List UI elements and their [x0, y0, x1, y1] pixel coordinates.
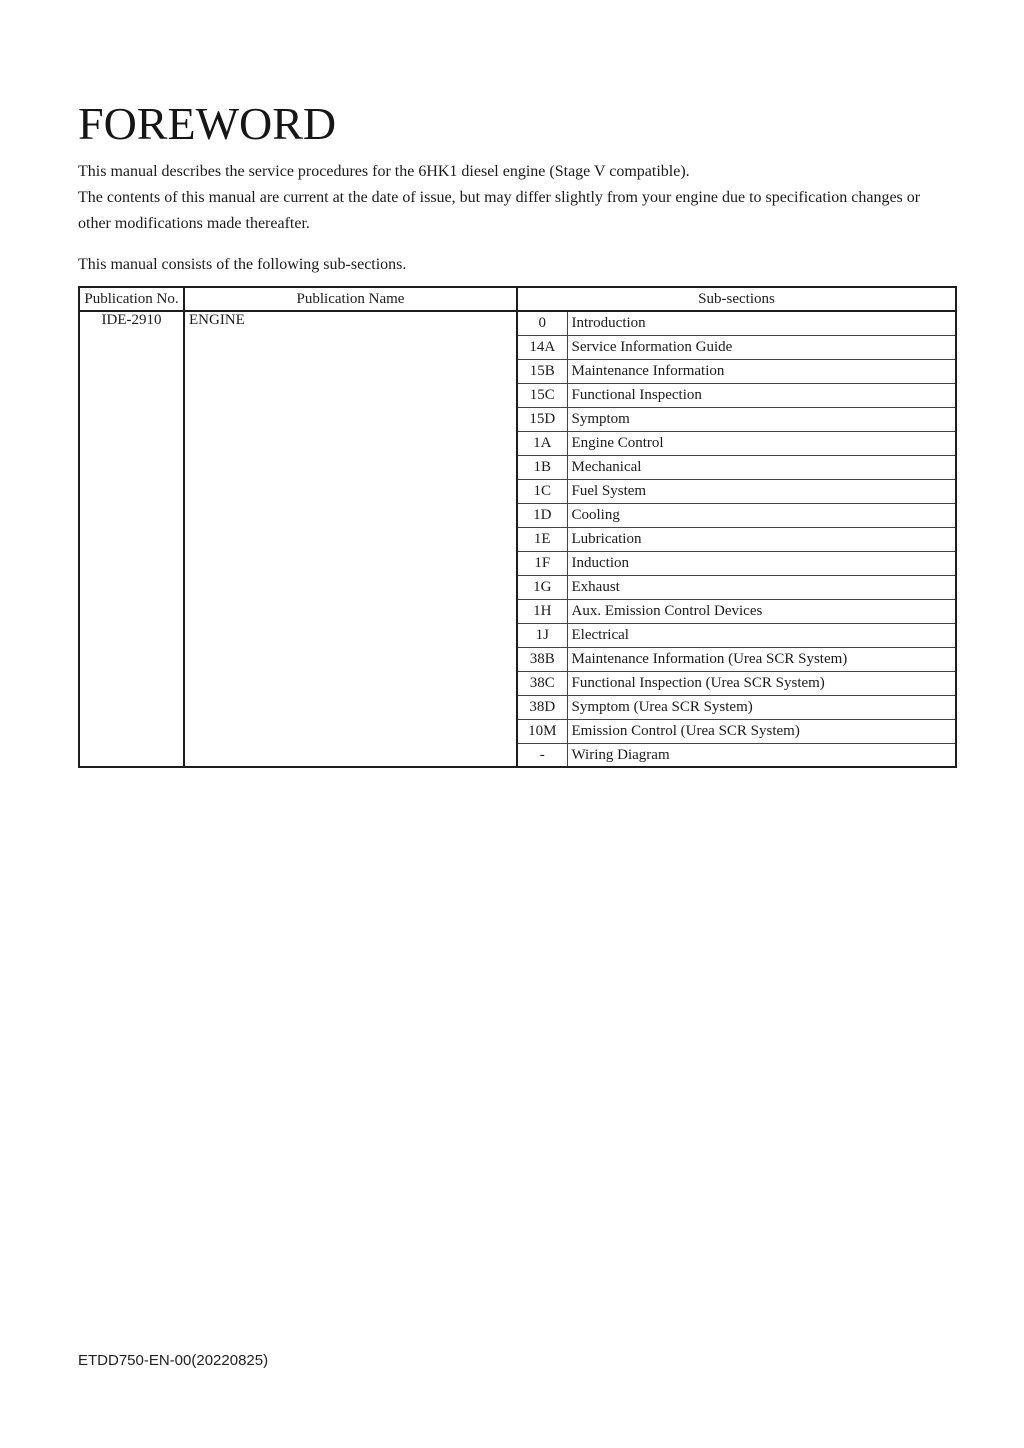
publication-table: [78, 286, 957, 768]
subsection-code: 1H: [517, 599, 567, 623]
subsection-code: 1D: [517, 503, 567, 527]
subsection-name: Cooling: [567, 503, 956, 527]
subsection-name: Service Information Guide: [567, 335, 956, 359]
subsection-name: Engine Control: [567, 431, 956, 455]
subsection-name: Mechanical: [567, 455, 956, 479]
subsection-name: Electrical: [567, 623, 956, 647]
subsection-name: Introduction: [567, 311, 956, 335]
header-publication-no: Publication No.: [79, 287, 184, 311]
subsection-name: Aux. Emission Control Devices: [567, 599, 956, 623]
subsection-name: Lubrication: [567, 527, 956, 551]
subsection-code: 0: [517, 311, 567, 335]
subsection-code: 38B: [517, 647, 567, 671]
subsection-code: 1F: [517, 551, 567, 575]
intro-line-1: This manual describes the service procedures for the 6HK1 diesel engine (Stage V compatible).: [78, 163, 690, 181]
publication-name-value: ENGINE: [184, 311, 517, 767]
header-publication-name: Publication Name: [184, 287, 517, 311]
subsection-name: Emission Control (Urea SCR System): [567, 719, 956, 743]
subsection-name: Functional Inspection: [567, 383, 956, 407]
subsection-name: Induction: [567, 551, 956, 575]
subsection-name: Symptom: [567, 407, 956, 431]
publication-no-value: IDE-2910: [79, 311, 184, 767]
subsection-code: -: [517, 743, 567, 767]
subsection-code: 15B: [517, 359, 567, 383]
subsection-code: 1G: [517, 575, 567, 599]
subsection-code: 14A: [517, 335, 567, 359]
subsection-code: 1E: [517, 527, 567, 551]
subsection-name: Exhaust: [567, 575, 956, 599]
subsection-code: 1C: [517, 479, 567, 503]
subsection-code: 38C: [517, 671, 567, 695]
subsections-body: [79, 311, 956, 767]
subsection-code: 1J: [517, 623, 567, 647]
page-title: FOREWORD: [78, 98, 337, 149]
subsection-name: Wiring Diagram: [567, 743, 956, 767]
subsection-code: 1B: [517, 455, 567, 479]
subsection-name: Symptom (Urea SCR System): [567, 695, 956, 719]
page-content: [78, 0, 956, 768]
consists-line: This manual consists of the following sub-sections.: [78, 256, 407, 274]
subsection-name: Fuel System: [567, 479, 956, 503]
document-number: ETDD750-EN-00(20220825): [78, 1352, 269, 1369]
subsection-name: Maintenance Information: [567, 359, 956, 383]
subsection-code: 10M: [517, 719, 567, 743]
subsection-name: Functional Inspection (Urea SCR System): [567, 671, 956, 695]
intro-paragraphs: [78, 159, 956, 237]
subsection-name: Maintenance Information (Urea SCR System): [567, 647, 956, 671]
subsection-code: 15D: [517, 407, 567, 431]
intro-line-2: The contents of this manual are current at the date of issue, but may differ slightly from your engine due to specification changes or other modifications made thereafter.: [78, 189, 921, 233]
header-sub-sections: Sub-sections: [517, 287, 956, 311]
subsection-row: [79, 311, 956, 335]
subsection-code: 15C: [517, 383, 567, 407]
subsection-code: 1A: [517, 431, 567, 455]
subsection-code: 38D: [517, 695, 567, 719]
table-header-row: [79, 287, 956, 311]
